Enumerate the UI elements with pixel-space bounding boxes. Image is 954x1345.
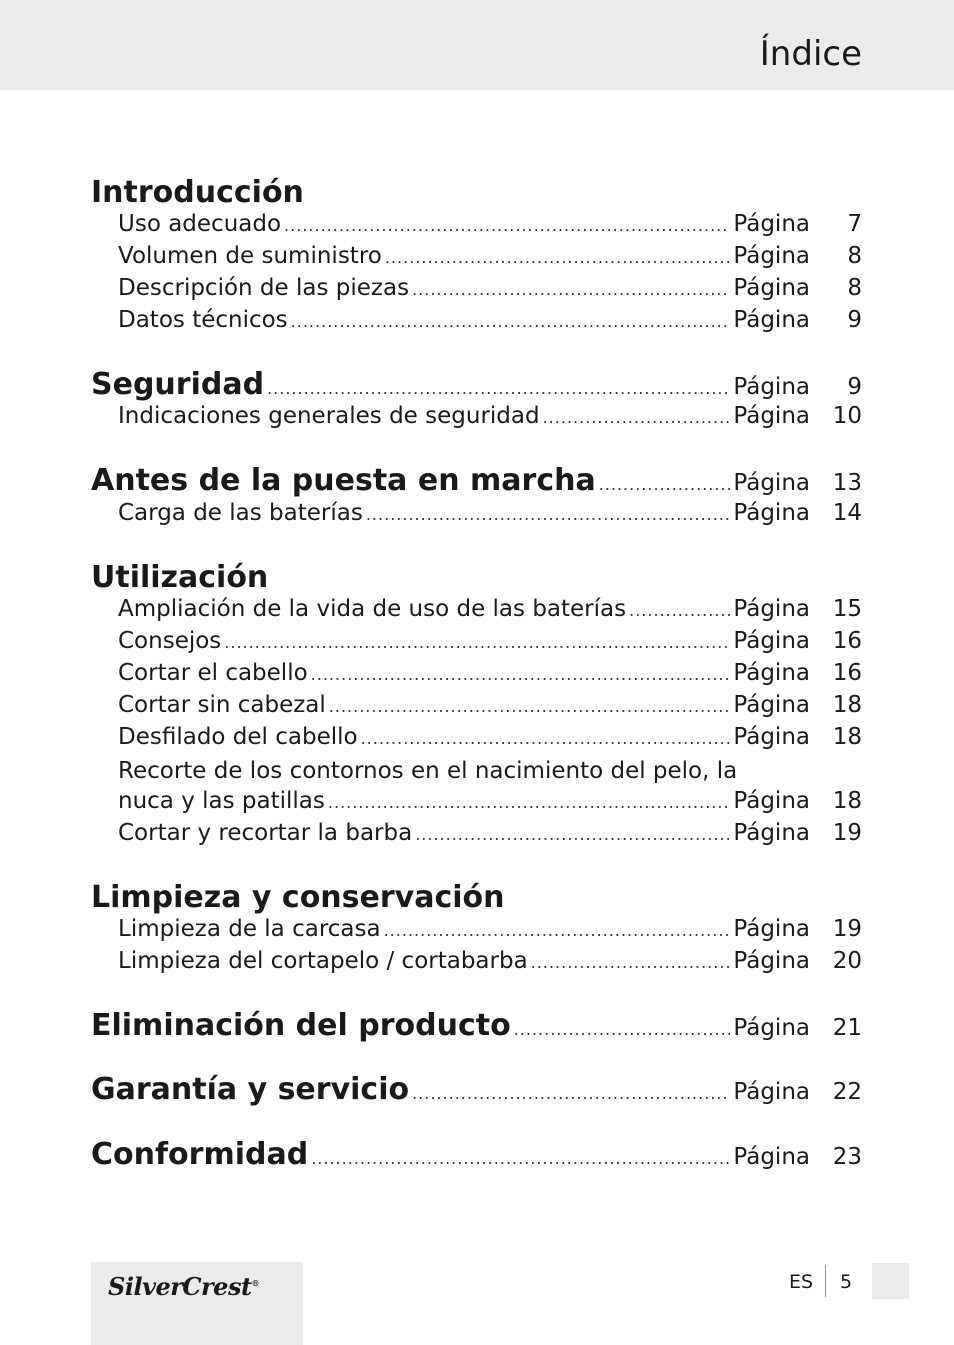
brand-logo <box>108 1272 259 1301</box>
page-word: Página <box>733 596 810 622</box>
toc-section[interactable] <box>91 463 862 497</box>
page-number: 19 <box>832 820 862 846</box>
leader-dots <box>361 729 731 748</box>
registered-mark: ® <box>251 1278 260 1288</box>
page-number: 20 <box>832 948 862 974</box>
page-word: Página <box>733 500 810 526</box>
toc-section-title: Utilización <box>91 560 269 595</box>
leader-dots <box>291 312 731 331</box>
page-word: Página <box>733 243 810 269</box>
toc-entry[interactable] <box>118 307 862 341</box>
toc-entry[interactable] <box>118 820 862 854</box>
page-number: 18 <box>832 692 862 718</box>
toc-entry-label: Limpieza de la carcasa <box>118 916 381 942</box>
page-number: 13 <box>832 470 862 496</box>
toc-entry[interactable] <box>118 403 862 437</box>
toc-section-title: Antes de la puesta en marcha <box>91 463 596 498</box>
toc-section[interactable] <box>91 367 862 401</box>
toc-entry-label: Ampliación de la vida de uso de las baterías <box>118 596 627 622</box>
page-word: Página <box>733 275 810 301</box>
page-word: Página <box>733 948 810 974</box>
toc-entry[interactable] <box>118 211 862 245</box>
page-word: Página <box>733 692 810 718</box>
leader-dots <box>224 633 730 652</box>
leader-dots <box>385 248 731 267</box>
leader-dots <box>412 280 730 299</box>
toc-entry-label: Datos técnicos <box>118 307 288 333</box>
leader-dots <box>384 921 731 940</box>
page-number: 8 <box>847 275 862 301</box>
toc-entry-label: Limpieza del cortapelo / cortabarba <box>118 948 528 974</box>
leader-dots <box>599 475 731 494</box>
page-number: 22 <box>832 1079 862 1105</box>
toc-entry[interactable] <box>118 916 862 950</box>
page-word: Página <box>733 660 810 686</box>
page-edge-tab <box>872 1263 909 1299</box>
toc-entry-label: Carga de las baterías <box>118 500 363 526</box>
brand-logo-box <box>91 1262 303 1345</box>
page-word: Página <box>733 916 810 942</box>
toc-section-title: Conformidad <box>91 1137 309 1172</box>
page-number: 10 <box>832 403 862 429</box>
leader-dots <box>412 1084 730 1103</box>
footer-divider <box>825 1265 826 1297</box>
toc-section-title: Seguridad <box>91 367 265 402</box>
toc-section-title: Garantía y servicio <box>91 1072 410 1107</box>
page-number-footer: 5 <box>840 1271 853 1293</box>
leader-dots <box>284 216 730 235</box>
page-number: 7 <box>847 211 862 237</box>
page-number: 16 <box>832 660 862 686</box>
toc-entry-label-line1: Recorte de los contornos en el nacimiento del pelo, la <box>118 758 738 784</box>
page-word: Página <box>733 374 810 400</box>
toc-entry-label: Cortar el cabello <box>118 660 308 686</box>
page-word: Página <box>733 1015 810 1041</box>
page-number: 18 <box>832 788 862 814</box>
leader-dots <box>415 825 730 844</box>
leader-dots <box>267 379 730 398</box>
page-word: Página <box>733 1079 810 1105</box>
language-code: ES <box>789 1271 814 1293</box>
toc-entry-label: nuca y las patillas <box>118 788 325 814</box>
page-number: 23 <box>832 1144 862 1170</box>
toc-entry[interactable] <box>118 724 862 758</box>
page-word: Página <box>733 1144 810 1170</box>
leader-dots <box>514 1020 731 1039</box>
page-number: 14 <box>832 500 862 526</box>
leader-dots <box>328 793 731 812</box>
page-word: Página <box>733 403 810 429</box>
leader-dots <box>629 601 730 620</box>
toc-entry[interactable] <box>118 243 862 277</box>
toc-entry[interactable] <box>118 275 862 309</box>
toc-entry[interactable] <box>118 500 862 534</box>
leader-dots <box>329 697 731 716</box>
page-number: 16 <box>832 628 862 654</box>
toc-entry-label: Consejos <box>118 628 222 654</box>
page-number: 21 <box>832 1015 862 1041</box>
toc-section[interactable] <box>91 1072 862 1106</box>
page-word: Página <box>733 470 810 496</box>
leader-dots <box>366 505 731 524</box>
toc-entry-label: Descripción de las piezas <box>118 275 410 301</box>
toc-entry[interactable] <box>118 788 862 822</box>
page-word: Página <box>733 724 810 750</box>
toc-section-title: Eliminación del producto <box>91 1008 511 1043</box>
toc-entry-label: Desfilado del cabello <box>118 724 358 750</box>
page-number: 9 <box>847 374 862 400</box>
brand-name: SilverCrest <box>108 1272 252 1301</box>
page-number: 8 <box>847 243 862 269</box>
toc-section[interactable] <box>91 1137 862 1171</box>
page-word: Página <box>733 788 810 814</box>
page-word: Página <box>733 307 810 333</box>
page-title: Índice <box>759 34 862 74</box>
toc-entry-label: Cortar sin cabezal <box>118 692 326 718</box>
toc-entry[interactable] <box>118 660 862 694</box>
toc-section[interactable] <box>91 1008 862 1042</box>
page-word: Página <box>733 820 810 846</box>
leader-dots <box>543 408 731 427</box>
toc-entry-label: Indicaciones generales de seguridad <box>118 403 540 429</box>
toc-entry[interactable] <box>118 692 862 726</box>
page-number: 19 <box>832 916 862 942</box>
toc-entry-label: Volumen de suministro <box>118 243 382 269</box>
toc-entry[interactable] <box>118 948 862 982</box>
page-word: Página <box>733 211 810 237</box>
toc-section-title: Introducción <box>91 175 304 210</box>
page-number: 18 <box>832 724 862 750</box>
toc-entry-label: Uso adecuado <box>118 211 282 237</box>
leader-dots <box>531 953 731 972</box>
toc-entry[interactable] <box>118 596 862 630</box>
leader-dots <box>311 665 731 684</box>
leader-dots <box>311 1149 730 1168</box>
page-number: 15 <box>832 596 862 622</box>
toc-section-title: Limpieza y conservación <box>91 880 505 915</box>
toc-entry[interactable] <box>118 628 862 662</box>
toc-entry-label: Cortar y recortar la barba <box>118 820 413 846</box>
page-word: Página <box>733 628 810 654</box>
page-number: 9 <box>847 307 862 333</box>
